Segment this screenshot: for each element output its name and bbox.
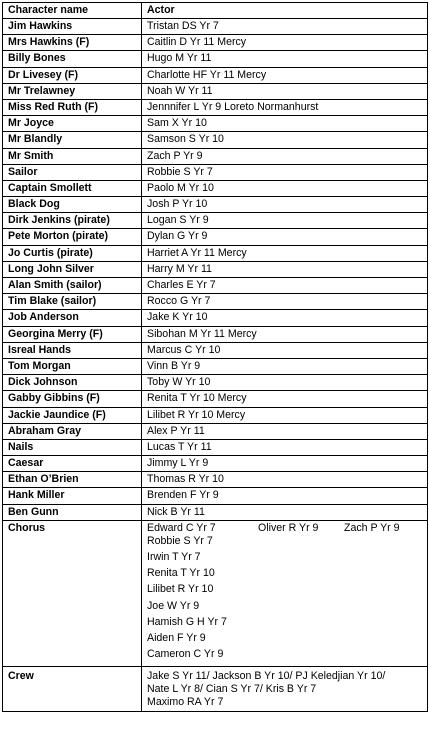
character-name: Caesar: [3, 456, 142, 472]
table-row: [3, 278, 428, 294]
chorus-member: Aiden F Yr 9: [147, 631, 206, 644]
header-actor: Actor: [142, 3, 428, 19]
actor-name: Logan S Yr 9: [142, 213, 428, 229]
table-row: [3, 51, 428, 67]
actor-name: Paolo M Yr 10: [142, 180, 428, 196]
character-name: Dr Livesey (F): [3, 67, 142, 83]
actor-name: Dylan G Yr 9: [142, 229, 428, 245]
chorus-member: Irwin T Yr 7: [147, 551, 201, 563]
character-name: Mrs Hawkins (F): [3, 35, 142, 51]
character-name: Isreal Hands: [3, 342, 142, 358]
actor-name: Josh P Yr 10: [142, 197, 428, 213]
table-row: [3, 83, 428, 99]
chorus-member: Renita T Yr 10: [147, 567, 215, 580]
character-name: Mr Smith: [3, 148, 142, 164]
actor-name: Nick B Yr 11: [142, 504, 428, 520]
table-row: [3, 407, 428, 423]
character-name: Tom Morgan: [3, 358, 142, 374]
character-name: Mr Joyce: [3, 116, 142, 132]
cast-table: [2, 2, 428, 712]
table-row: [3, 67, 428, 83]
actor-name: Charlotte HF Yr 11 Mercy: [142, 67, 428, 83]
character-name: Tim Blake (sailor): [3, 294, 142, 310]
character-name: Miss Red Ruth (F): [3, 99, 142, 115]
character-name: Ethan O’Brien: [3, 472, 142, 488]
actor-name: Tristan DS Yr 7: [142, 19, 428, 35]
table-row: [3, 19, 428, 35]
chorus-member: Oliver R Yr 9: [258, 521, 319, 534]
actor-name: Jimmy L Yr 9: [142, 456, 428, 472]
table-row: [3, 358, 428, 374]
character-name: Black Dog: [3, 197, 142, 213]
chorus-row: [3, 520, 428, 666]
table-row: [3, 342, 428, 358]
table-row: [3, 213, 428, 229]
actor-name: Harry M Yr 11: [142, 261, 428, 277]
character-name: Abraham Gray: [3, 423, 142, 439]
table-row: [3, 456, 428, 472]
chorus-actors: [142, 520, 428, 666]
character-name: Long John Silver: [3, 261, 142, 277]
chorus-member: Lilibet R Yr 10: [147, 583, 214, 596]
chorus-member: Robbie S Yr 7: [147, 534, 213, 547]
table-row: [3, 488, 428, 504]
character-name: Jim Hawkins: [3, 19, 142, 35]
crew-members: [142, 666, 428, 711]
table-row: [3, 180, 428, 196]
table-row: [3, 326, 428, 342]
table-row: [3, 99, 428, 115]
character-name: Pete Morton (pirate): [3, 229, 142, 245]
actor-name: Charles E Yr 7: [142, 278, 428, 294]
table-row: [3, 148, 428, 164]
table-row: [3, 197, 428, 213]
character-name: Mr Trelawney: [3, 83, 142, 99]
character-name: Billy Bones: [3, 51, 142, 67]
chorus-member: Cameron C Yr 9: [147, 648, 224, 661]
character-name: Nails: [3, 439, 142, 455]
table-row: [3, 229, 428, 245]
table-row: [3, 375, 428, 391]
chorus-first-line: [147, 522, 423, 535]
table-row: [3, 35, 428, 51]
crew-line: Jake S Yr 11/ Jackson B Yr 10/ PJ Keledjian Yr 10/: [147, 669, 386, 682]
actor-name: Zach P Yr 9: [142, 148, 428, 164]
table-row: [3, 245, 428, 261]
actor-name: Lucas T Yr 11: [142, 439, 428, 455]
character-name: Dirk Jenkins (pirate): [3, 213, 142, 229]
table-row: [3, 423, 428, 439]
chorus-character: Chorus: [3, 520, 142, 666]
actor-name: Harriet A Yr 11 Mercy: [142, 245, 428, 261]
table-row: [3, 261, 428, 277]
actor-name: Alex P Yr 11: [142, 423, 428, 439]
character-name: Jackie Jaundice (F): [3, 407, 142, 423]
table-row: [3, 116, 428, 132]
character-name: Dick Johnson: [3, 375, 142, 391]
ensemble-body: [3, 520, 428, 711]
table-row: [3, 504, 428, 520]
header-character: Character name: [3, 3, 142, 19]
table-row: [3, 472, 428, 488]
actor-name: Robbie S Yr 7: [142, 164, 428, 180]
table-row: [3, 294, 428, 310]
character-name: Captain Smollett: [3, 180, 142, 196]
actor-name: Hugo M Yr 11: [142, 51, 428, 67]
actor-name: Toby W Yr 10: [142, 375, 428, 391]
actor-name: Caitlin D Yr 11 Mercy: [142, 35, 428, 51]
actor-name: Jennnifer L Yr 9 Loreto Normanhurst: [142, 99, 428, 115]
actor-name: Vinn B Yr 9: [142, 358, 428, 374]
character-name: Ben Gunn: [3, 504, 142, 520]
chorus-member: Hamish G H Yr 7: [147, 615, 227, 628]
actor-name: Rocco G Yr 7: [142, 294, 428, 310]
actor-name: Brenden F Yr 9: [142, 488, 428, 504]
actor-name: Renita T Yr 10 Mercy: [142, 391, 428, 407]
actor-name: Jake K Yr 10: [142, 310, 428, 326]
header-row: [3, 3, 428, 19]
actor-name: Sibohan M Yr 11 Mercy: [142, 326, 428, 342]
crew-row: [3, 666, 428, 711]
actor-name: Marcus C Yr 10: [142, 342, 428, 358]
character-name: Mr Blandly: [3, 132, 142, 148]
character-name: Alan Smith (sailor): [3, 278, 142, 294]
actor-name: Lilibet R Yr 10 Mercy: [142, 407, 428, 423]
actor-name: Sam X Yr 10: [142, 116, 428, 132]
crew-line: Maximo RA Yr 7: [147, 695, 224, 708]
table-row: [3, 310, 428, 326]
chorus-member: Zach P Yr 9: [344, 521, 400, 534]
character-name: Sailor: [3, 164, 142, 180]
actor-name: Noah W Yr 11: [142, 83, 428, 99]
character-name: Job Anderson: [3, 310, 142, 326]
cast-body: [3, 19, 428, 521]
character-name: Georgina Merry (F): [3, 326, 142, 342]
table-row: [3, 132, 428, 148]
crew-character: Crew: [3, 666, 142, 711]
crew-line: Nate L Yr 8/ Cian S Yr 7/ Kris B Yr 7: [147, 682, 317, 695]
character-name: Gabby Gibbins (F): [3, 391, 142, 407]
chorus-member: Edward C Yr 7: [147, 521, 216, 534]
actor-name: Samson S Yr 10: [142, 132, 428, 148]
character-name: Hank Miller: [3, 488, 142, 504]
table-row: [3, 164, 428, 180]
character-name: Jo Curtis (pirate): [3, 245, 142, 261]
table-row: [3, 391, 428, 407]
actor-name: Thomas R Yr 10: [142, 472, 428, 488]
table-row: [3, 439, 428, 455]
chorus-member: Joe W Yr 9: [147, 599, 200, 612]
